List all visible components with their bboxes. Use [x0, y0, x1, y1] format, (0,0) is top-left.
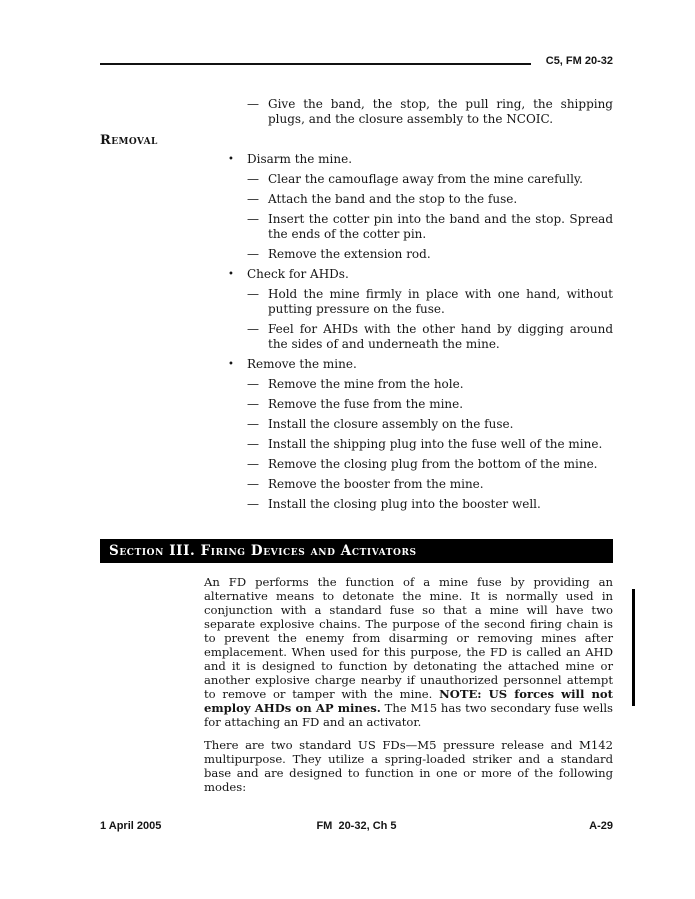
list-item-text: Install the shipping plug into the fuse well of the mine.	[268, 437, 603, 451]
bullet-marker: •	[228, 269, 234, 280]
paragraph-text: The M15 has two secondary fuse wells for attaching an FD and an activator.	[204, 701, 613, 729]
bullet-marker: •	[228, 359, 234, 370]
dash-marker: —	[247, 417, 259, 431]
dash-marker: —	[247, 497, 259, 511]
bullet-label: Disarm the mine.	[247, 152, 353, 166]
sub-list	[100, 172, 613, 262]
list-item	[247, 322, 613, 352]
list-item-text: Install the closure assembly on the fuse.	[268, 417, 514, 431]
dash-marker: —	[247, 192, 259, 206]
bullet-label: Check for AHDs.	[247, 267, 349, 281]
list-item-text: Remove the extension rod.	[268, 247, 431, 261]
dash-marker: —	[247, 377, 259, 391]
list-item-text: Remove the fuse from the mine.	[268, 397, 464, 411]
dash-marker: —	[247, 322, 259, 336]
list-item	[247, 247, 613, 262]
bullet-label: Remove the mine.	[247, 357, 357, 371]
bullet-item-remove-mine	[228, 357, 613, 372]
list-item	[247, 287, 613, 317]
list-item	[247, 192, 613, 207]
footer-page-number: A-29	[589, 820, 613, 832]
list-item-text: Give the band, the stop, the pull ring, the shipping plugs, and the closure assembly to the NCOIC.	[268, 97, 613, 126]
list-item-text: Clear the camouflage away from the mine carefully.	[268, 172, 583, 186]
note-bold-text: NOTE: US forces will not employ AHDs on AP mines.	[204, 687, 613, 715]
paragraph-fd-description	[204, 575, 613, 729]
dash-marker: —	[247, 172, 259, 186]
list-item-text: Hold the mine firmly in place with one hand, without putting pressure on the fuse.	[268, 287, 613, 316]
list-item	[247, 457, 613, 472]
sub-list	[100, 287, 613, 352]
dash-marker: —	[247, 287, 259, 301]
dash-marker: —	[247, 457, 259, 471]
list-item	[247, 377, 613, 392]
list-item	[247, 212, 613, 242]
paragraph-standard-fds: There are two standard US FDs—M5 pressure release and M142 multipurpose. They utilize a spring-loaded striker and a standard base and are designed to function in one or more of the following modes:	[204, 738, 613, 794]
dash-marker: —	[247, 437, 259, 451]
removal-heading: Removal	[100, 133, 158, 148]
page-footer	[100, 820, 613, 832]
list-item-text: Attach the band and the stop to the fuse.	[268, 192, 518, 206]
header-rule	[100, 63, 531, 65]
list-item	[247, 417, 613, 432]
page-header	[100, 55, 613, 67]
sub-list	[100, 377, 613, 512]
paragraph-text: An FD performs the function of a mine fuse by providing an alternative means to detonate the mine. It is normally used in conjunction with a standard fuse so that a mine will have two separate explosive chains. The purpose of the second firing chain is to prevent the enemy from disarming or removing mines after emplacement. When used for this purpose, the FD is called an AHD and it is designed to function by detonating the attached mine or another explosive charge nearby if unauthorized personnel attempt to remove or tamper with the mine.	[204, 575, 613, 701]
dash-marker: —	[247, 247, 259, 261]
bullet-item-disarm	[228, 152, 613, 167]
list-item-text: Remove the mine from the hole.	[268, 377, 464, 391]
bullet-marker: •	[228, 154, 234, 165]
list-item-text: Remove the booster from the mine.	[268, 477, 484, 491]
footer-date: 1 April 2005	[100, 820, 162, 832]
list-item-text: Remove the closing plug from the bottom of the mine.	[268, 457, 598, 471]
list-item	[247, 497, 613, 512]
dash-marker: —	[247, 397, 259, 411]
list-item	[247, 397, 613, 412]
header-doc-ref: C5, FM 20-32	[545, 55, 613, 67]
footer-doc-ref: FM 20-32, Ch 5	[316, 820, 397, 832]
section-banner	[100, 539, 613, 563]
section-banner-title: Section III. Firing Devices and Activators	[109, 543, 417, 559]
dash-marker: —	[247, 97, 259, 111]
bullet-item-check-ahds	[228, 267, 613, 282]
list-item	[247, 172, 613, 187]
list-item-text: Insert the cotter pin into the band and the stop. Spread the ends of the cotter pin.	[268, 212, 613, 241]
list-item-intro	[247, 97, 613, 127]
list-item	[247, 437, 613, 452]
dash-marker: —	[247, 212, 259, 226]
list-item-text: Feel for AHDs with the other hand by digging around the sides of and underneath the mine.	[268, 322, 613, 351]
change-bar	[632, 589, 635, 706]
list-item-text: Install the closing plug into the booster well.	[268, 497, 541, 511]
list-item	[247, 477, 613, 492]
dash-marker: —	[247, 477, 259, 491]
